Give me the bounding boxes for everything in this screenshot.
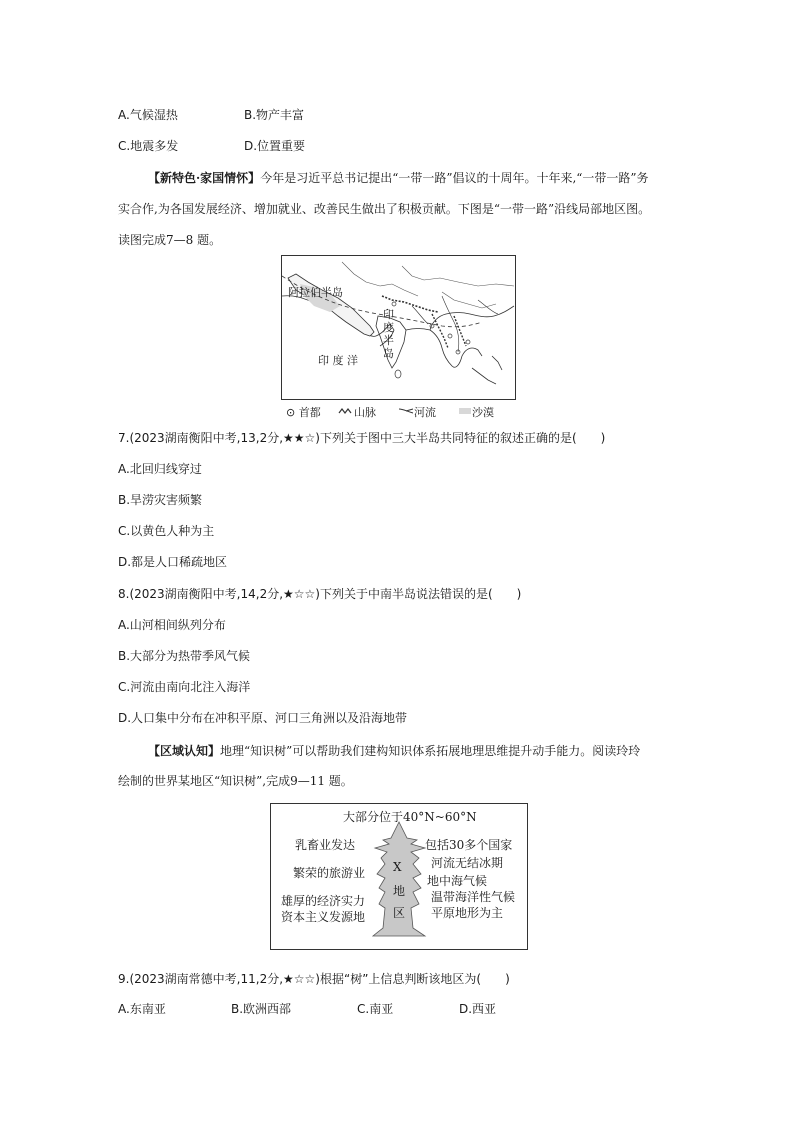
legend-capital: ⊙ 首都 — [286, 406, 321, 419]
tree-left-3: 雄厚的经济实力 — [281, 894, 366, 908]
mountain-icon — [338, 407, 354, 415]
q7-option-a: A.北回归线穿过 — [118, 462, 202, 476]
knowledge-tree — [270, 803, 528, 950]
intro2-line2: 绘制的世界某地区“知识树”,完成9—11 题。 — [118, 774, 353, 788]
map-label-india-3: 半 — [383, 334, 394, 347]
map-label-indian-ocean: 印 度 洋 — [318, 354, 358, 367]
map-drawing — [282, 256, 515, 399]
intro1-line3: 读图完成7—8 题。 — [118, 233, 222, 247]
intro2-tag: 【区域认知】 — [148, 744, 221, 758]
q9-option-d: D.西亚 — [459, 1002, 497, 1016]
tree-left-2: 繁荣的旅游业 — [293, 866, 366, 880]
river-icon — [398, 407, 414, 415]
tree-trunk-1: X — [393, 860, 402, 874]
tree-trunk-2: 地 — [393, 884, 406, 898]
intro1-text1: 今年是习近平总书记提出“一带一路”倡议的十周年。十年来,“一带一路”务 — [260, 171, 649, 185]
q7-option-c: C.以黄色人种为主 — [118, 524, 215, 538]
legend-river — [398, 404, 436, 419]
q9-stem: 9.(2023湖南常德中考,11,2分,★☆☆)根据“树”上信息判断该地区为( ) — [118, 972, 510, 986]
q6-option-b: B.物产丰富 — [244, 108, 305, 122]
tree-right-3: 地中海气候 — [427, 874, 488, 888]
intro1-line2: 实合作,为各国发展经济、增加就业、改善民生做出了积极贡献。下图是“一带一路”沿线局部地区图。 — [118, 202, 651, 216]
q9-option-c: C.南亚 — [357, 1002, 394, 1016]
legend-mountain — [338, 404, 376, 419]
intro1-tag: 【新特色·家国情怀】 — [148, 171, 261, 185]
q6-option-a: A.气候湿热 — [118, 108, 178, 122]
q7-option-d: D.都是人口稀疏地区 — [118, 555, 228, 569]
map-label-arabian: 阿拉伯半岛 — [288, 286, 343, 299]
q8-option-b: B.大部分为热带季风气候 — [118, 649, 251, 663]
map-label-india-2: 度 — [383, 321, 394, 334]
q8-stem: 8.(2023湖南衡阳中考,14,2分,★☆☆)下列关于中南半岛说法错误的是( ) — [118, 587, 522, 601]
tree-right-2: 河流无结冰期 — [431, 856, 504, 870]
q8-option-c: C.河流由南向北注入海洋 — [118, 680, 251, 694]
q6-option-c: C.地震多发 — [118, 139, 179, 153]
legend-desert — [458, 404, 494, 419]
q7-option-b: B.旱涝灾害频繁 — [118, 493, 203, 507]
intro2-line1 — [148, 742, 640, 759]
legend-river-label: 河流 — [414, 406, 436, 419]
q7-stem: 7.(2023湖南衡阳中考,13,2分,★★☆)下列关于图中三大半岛共同特征的叙述正确的是( ) — [118, 431, 606, 445]
legend-desert-label: 沙漠 — [472, 406, 494, 419]
tree-top: 大部分位于40°N~60°N — [343, 810, 477, 824]
tree-trunk-3: 区 — [393, 906, 406, 920]
desert-icon — [458, 407, 472, 415]
q9-option-b: B.欧洲西部 — [231, 1002, 292, 1016]
q9-option-a: A.东南亚 — [118, 1002, 166, 1016]
belt-road-map — [281, 255, 516, 400]
intro1-line1 — [148, 169, 649, 186]
map-label-india-1: 印 — [383, 308, 394, 321]
tree-right-4: 温带海洋性气候 — [431, 890, 516, 904]
map-legend — [286, 404, 512, 418]
legend-mountain-label: 山脉 — [354, 406, 376, 419]
q8-option-a: A.山河相间纵列分布 — [118, 618, 226, 632]
tree-right-5: 平原地形为主 — [431, 906, 504, 920]
map-label-india-4: 岛 — [383, 347, 394, 360]
q6-option-d: D.位置重要 — [244, 139, 306, 153]
tree-right-1: 包括30多个国家 — [425, 838, 513, 852]
intro2-text1: 地理“知识树”可以帮助我们建构知识体系拓展地理思维提升动手能力。阅读玲玲 — [220, 744, 641, 758]
tree-left-4: 资本主义发源地 — [281, 910, 366, 924]
q8-option-d: D.人口集中分布在冲积平原、河口三角洲以及沿海地带 — [118, 711, 408, 725]
tree-left-1: 乳畜业发达 — [295, 838, 356, 852]
